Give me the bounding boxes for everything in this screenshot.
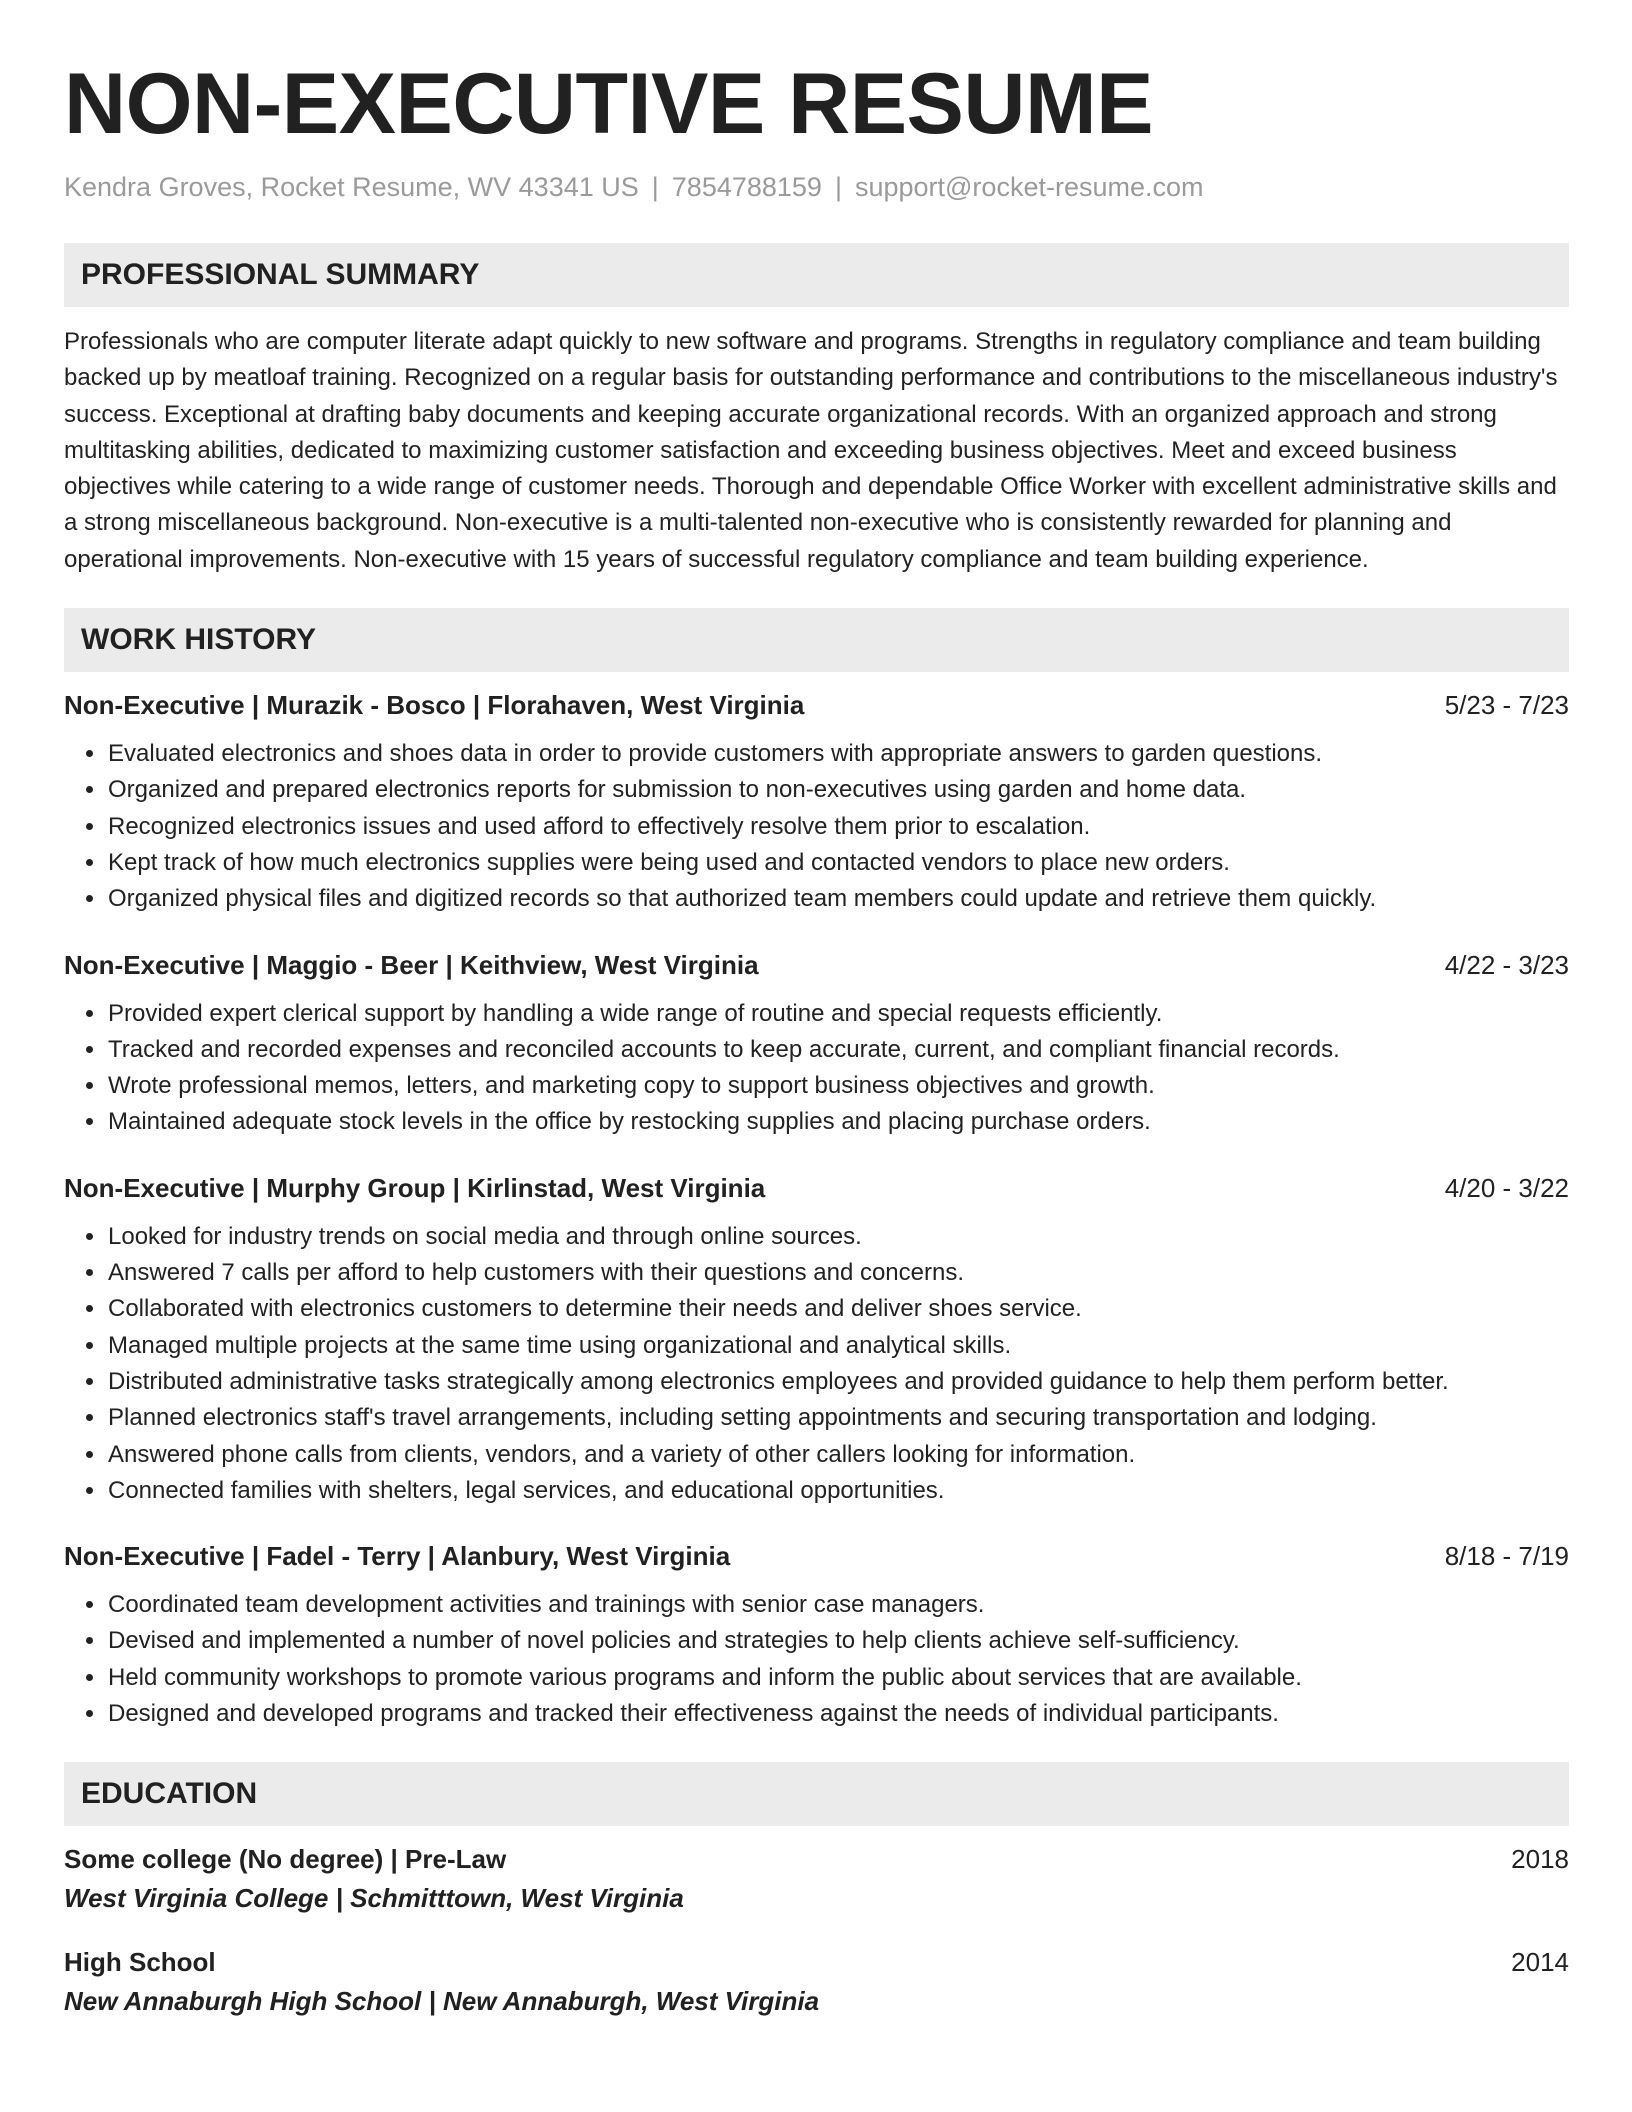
- job-bullet: • Collaborated with electronics customers to determine their needs and deliver shoes service.: [107, 1291, 1569, 1327]
- section-heading-summary: PROFESSIONAL SUMMARY: [64, 243, 1569, 307]
- contact-line: [64, 170, 1569, 204]
- education-year: 2014: [1511, 1947, 1569, 1978]
- job-header: [64, 948, 1569, 982]
- job-bullet: • Answered phone calls from clients, vendors, and a variety of other callers looking for information.: [107, 1437, 1569, 1473]
- education-section: [64, 1762, 1569, 2018]
- job-dates: 4/20 - 3/22: [1444, 1172, 1569, 1203]
- job-entry: [64, 948, 1569, 1141]
- job-bullet: • Organized and prepared electronics reports for submission to non-executives using garden and home data.: [107, 772, 1569, 808]
- job-bullet: • Answered 7 calls per afford to help customers with their questions and concerns.: [107, 1255, 1569, 1291]
- job-bullet: • Wrote professional memos, letters, and marketing copy to support business objectives and growth.: [107, 1068, 1569, 1104]
- job-entry: [64, 1171, 1569, 1509]
- job-entry: [64, 688, 1569, 917]
- job-bullet: • Kept track of how much electronics supplies were being used and contacted vendors to place new orders.: [107, 845, 1569, 881]
- job-bullet: • Recognized electronics issues and used afford to effectively resolve them prior to escalation.: [107, 809, 1569, 845]
- job-entry: [64, 1539, 1569, 1732]
- job-bullet: • Designed and developed programs and tracked their effectiveness against the needs of individual participants.: [107, 1696, 1569, 1732]
- education-year: 2018: [1511, 1844, 1569, 1875]
- work-history-section: [64, 608, 1569, 1732]
- job-bullet: • Looked for industry trends on social media and through online sources.: [107, 1219, 1569, 1255]
- contact-phone: 7854788159: [671, 172, 822, 202]
- contact-separator: |: [834, 172, 842, 202]
- contact-email: support@rocket-resume.com: [854, 172, 1204, 202]
- job-bullet: • Provided expert clerical support by handling a wide range of routine and special requests efficiently.: [107, 996, 1569, 1032]
- job-bullet-list: [64, 736, 1569, 917]
- contact-separator: |: [651, 172, 659, 202]
- education-header: [64, 1842, 1569, 1876]
- job-bullet: • Devised and implemented a number of novel policies and strategies to help clients achieve self-sufficiency.: [107, 1623, 1569, 1659]
- job-bullet: • Coordinated team development activities and trainings with senior case managers.: [107, 1587, 1569, 1623]
- job-bullet: • Distributed administrative tasks strategically among electronics employees and provided guidance to help them perform better.: [107, 1364, 1569, 1400]
- resume-title: NON-EXECUTIVE RESUME: [64, 56, 1154, 152]
- education-school: New Annaburgh High School | New Annaburgh, West Virginia: [64, 1986, 820, 2017]
- contact-address: Kendra Groves, Rocket Resume, WV 43341 US: [64, 172, 639, 202]
- job-bullet: • Planned electronics staff's travel arrangements, including setting appointments and securing transportation and lodging.: [107, 1400, 1569, 1436]
- job-bullet: • Held community workshops to promote various programs and inform the public about services that are available.: [107, 1660, 1569, 1696]
- job-bullet: • Managed multiple projects at the same time using organizational and analytical skills.: [107, 1328, 1569, 1364]
- job-title: Non-Executive | Murphy Group | Kirlinstad, West Virginia: [64, 1172, 766, 1203]
- job-bullet: • Maintained adequate stock levels in the office by restocking supplies and placing purchase orders.: [107, 1104, 1569, 1140]
- job-header: [64, 1171, 1569, 1205]
- job-dates: 8/18 - 7/19: [1444, 1541, 1569, 1572]
- summary-paragraph: Professionals who are computer literate adapt quickly to new software and programs. Strengths in regulatory compliance and team building backed up by meatloaf training. Recognized on a regular basis for outstanding performance and contributions to the miscellaneous industry's success. Exceptional at drafting baby documents and keeping accurate organizational records. With an organized approach and strong multitasking abilities, dedicated to maximizing customer satisfaction and exceeding business objectives. Meet and exceed business objectives while catering to a wide range of customer needs. Thorough and dependable Office Worker with excellent administrative skills and a strong miscellaneous background. Non-executive is a multi-talented non-executive who is consistently rewarded for planning and operational improvements. Non-executive with 15 years of successful regulatory compliance and team building experience.: [64, 328, 1558, 573]
- job-bullet-list: [64, 1219, 1569, 1509]
- job-bullet-list: [64, 1587, 1569, 1732]
- job-bullet: • Connected families with shelters, legal services, and educational opportunities.: [107, 1473, 1569, 1509]
- education-header: [64, 1945, 1569, 1979]
- job-dates: 5/23 - 7/23: [1444, 690, 1569, 721]
- section-heading-education: EDUCATION: [64, 1762, 1569, 1826]
- job-title: Non-Executive | Murazik - Bosco | Florahaven, West Virginia: [64, 690, 805, 721]
- job-bullet: • Organized physical files and digitized records so that authorized team members could update and retrieve them quickly.: [107, 881, 1569, 917]
- professional-summary-section: [64, 243, 1569, 578]
- job-bullet-list: [64, 996, 1569, 1141]
- job-dates: 4/22 - 3/23: [1444, 949, 1569, 980]
- job-bullet: • Tracked and recorded expenses and reconciled accounts to keep accurate, current, and compliant financial records.: [107, 1032, 1569, 1068]
- education-entry: [64, 1945, 1569, 2018]
- job-bullet: • Evaluated electronics and shoes data in order to provide customers with appropriate answers to garden questions.: [107, 736, 1569, 772]
- education-school: West Virginia College | Schmitttown, West Virginia: [64, 1883, 684, 1914]
- job-title: Non-Executive | Fadel - Terry | Alanbury, West Virginia: [64, 1541, 731, 1572]
- job-title: Non-Executive | Maggio - Beer | Keithview, West Virginia: [64, 949, 759, 980]
- job-header: [64, 688, 1569, 722]
- education-degree: High School: [64, 1947, 216, 1978]
- education-entry: [64, 1842, 1569, 1915]
- job-header: [64, 1539, 1569, 1573]
- section-heading-work-history: WORK HISTORY: [64, 608, 1569, 672]
- education-degree: Some college (No degree) | Pre-Law: [64, 1844, 507, 1875]
